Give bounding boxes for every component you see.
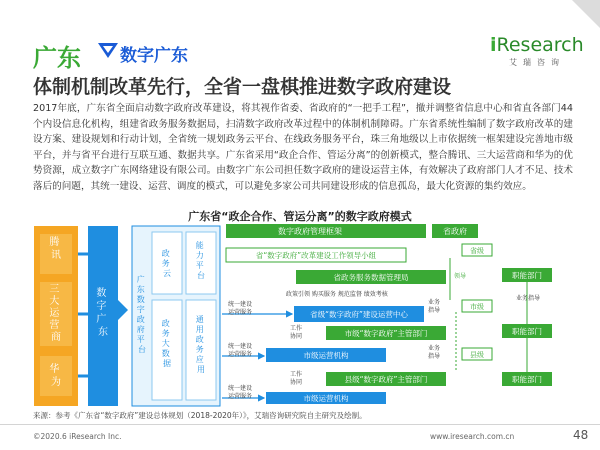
partner-carriers-c1: 三 bbox=[49, 284, 60, 295]
work-2-l1: 工作 bbox=[290, 371, 303, 378]
partner-carriers-c4: 营 bbox=[49, 320, 60, 331]
lead-label: 领导 bbox=[454, 273, 467, 280]
county-dept-label: 县级“数字政府”主管部门 bbox=[344, 375, 428, 384]
province-gov-label: 省政府 bbox=[443, 227, 467, 236]
unified-2-l1: 统一建设 bbox=[228, 343, 253, 350]
bigdata-c1: 政 bbox=[161, 319, 170, 328]
apps-c6: 用 bbox=[197, 365, 205, 374]
policy-row: 政策引领 购买服务 规范监督 绩效考核 bbox=[286, 291, 388, 298]
work-1-l2: 协同 bbox=[290, 333, 303, 340]
func-dept-3-label: 职能部门 bbox=[512, 375, 542, 384]
province-level-label: 省级 bbox=[470, 247, 484, 255]
company-c4: 东 bbox=[98, 327, 108, 338]
apps-c3: 政 bbox=[195, 335, 204, 344]
iresearch-logo: iResearch bbox=[490, 34, 584, 56]
partner-huawei-c2: 为 bbox=[51, 377, 61, 388]
unified-1-l2: 运营服务 bbox=[228, 309, 253, 316]
platform-c1: 广 bbox=[136, 275, 145, 284]
company-c3: 广 bbox=[96, 314, 107, 325]
unified-2-label bbox=[228, 342, 254, 358]
biz-guide-3-label: 业务指导 bbox=[516, 295, 541, 302]
unified-3-l2: 运营服务 bbox=[228, 393, 253, 400]
func-dept-2-label: 职能部门 bbox=[512, 327, 542, 336]
partner-carriers-c2: 大 bbox=[49, 296, 60, 307]
page-title: 体制机制改革先行，全省一盘棋推进数字政府建设 bbox=[33, 76, 452, 98]
capability-c3: 平 bbox=[195, 261, 204, 270]
unified-2-l2: 运营服务 bbox=[228, 351, 253, 358]
work-1-l1: 工作 bbox=[290, 325, 303, 332]
biz-guide-2-label bbox=[428, 344, 442, 360]
iresearch-subtitle: 艾瑞咨询 bbox=[509, 58, 565, 67]
cloud-c2: 务 bbox=[161, 259, 170, 268]
capability-c1: 能 bbox=[195, 241, 204, 250]
biz-guide-2-l2: 指导 bbox=[428, 353, 441, 360]
diagram-title: 广东省“政企合作、管运分离”的数字政府模式 bbox=[188, 210, 412, 223]
unified-3-l1: 统一建设 bbox=[228, 385, 253, 392]
data-bureau-label: 省政务服务数据管理局 bbox=[333, 273, 409, 282]
page-number: 48 bbox=[573, 428, 589, 442]
city-ops-1-label: 市级运营机构 bbox=[303, 351, 349, 360]
bigdata-c4: 数 bbox=[161, 349, 170, 358]
apps-c2: 用 bbox=[195, 325, 204, 334]
platform-c6: 府 bbox=[136, 325, 145, 334]
work-1-label bbox=[290, 324, 304, 340]
platform-c2: 东 bbox=[136, 285, 145, 294]
footer-url: www.iresearch.com.cn bbox=[430, 432, 515, 441]
unified-1-l1: 统一建设 bbox=[228, 301, 253, 308]
platform-c4: 字 bbox=[136, 305, 145, 314]
apps-c5: 应 bbox=[195, 355, 204, 364]
brand-title: 广东 bbox=[33, 44, 81, 72]
capability-c4: 台 bbox=[197, 271, 205, 280]
company-arrow bbox=[118, 300, 128, 320]
biz-guide-1-l2: 指导 bbox=[428, 307, 441, 314]
work-2-label bbox=[290, 370, 304, 386]
platform-c5: 政 bbox=[136, 315, 145, 324]
partner-huawei-c1: 华 bbox=[49, 364, 60, 375]
city-level-label: 市级 bbox=[470, 303, 484, 311]
func-dept-1-label: 职能部门 bbox=[512, 271, 542, 280]
digital-guangdong-logo-text: 数字广东 bbox=[120, 46, 188, 66]
bigdata-c5: 据 bbox=[163, 359, 171, 368]
unified-1-label bbox=[228, 300, 254, 316]
partner-carriers bbox=[49, 283, 62, 343]
platform-c7: 平 bbox=[136, 335, 145, 344]
biz-guide-1-label bbox=[428, 298, 442, 314]
county-level-label: 县级 bbox=[470, 351, 484, 359]
partner-huawei-box bbox=[40, 356, 72, 396]
company-c2: 字 bbox=[96, 301, 107, 312]
big-data-label bbox=[162, 318, 173, 368]
body-paragraph: 2017年底，广东省全面启动数字政府改革建设，将其视作省委、省政府的“一把手工程”，撤并调整省信息中心和省直各部门44个内设信息化机构，组建省政务服务数据局，扫清数字政府改革过程中的体制机制障碍。广东省系统性编制了数字政府改革的建设方案、建设规划和行动计划，全省统一规划政务云平台、在线政务服务平台，珠三角地级以上市依据统一框架建设完善地市级平台，并与省平台进行互联互通、数据共享。广东省采用“政企合作、管运分离”的创新模式，整合腾讯、三大运营商和华为的优势资源，成立数字广东网络建设有限公司。由数字广东公司担任数字政府的建设运营主体，有效解决了政府部门人才不足、技术落后的问题，其统一建设、运营、调度的模式，可以避免多家公司共同建设形成的信息孤岛，最大化资源的集约效应。 bbox=[33, 103, 573, 192]
city-ops-2-label: 市级运营机构 bbox=[303, 394, 349, 403]
partner-carriers-c3: 运 bbox=[49, 308, 60, 319]
capability-c2: 力 bbox=[195, 251, 204, 260]
partner-carriers-c5: 商 bbox=[51, 332, 61, 343]
cloud-c1: 政 bbox=[161, 249, 170, 258]
partner-tencent-c1: 腾 bbox=[49, 237, 60, 248]
work-2-l2: 协同 bbox=[290, 379, 303, 386]
platform-c8: 台 bbox=[138, 345, 146, 354]
platform-c3: 数 bbox=[136, 295, 145, 304]
company-c1: 数 bbox=[96, 288, 107, 299]
unified-3-label bbox=[228, 384, 254, 400]
cloud-c3: 云 bbox=[163, 269, 171, 278]
prov-ops-label: 省级“数字政府”建设运营中心 bbox=[310, 310, 408, 319]
framework-label: 数字政府管理框架 bbox=[278, 227, 342, 236]
apps-c4: 务 bbox=[195, 345, 204, 354]
partner-tencent-c2: 讯 bbox=[51, 250, 61, 261]
cloud-label bbox=[162, 248, 173, 278]
source-note: 来源：参考《广东省“数字政府”建设总体规划（2018-2020年）》，艾瑞咨询研究院自主研究及绘制。 bbox=[33, 411, 367, 420]
biz-guide-1-l1: 业务 bbox=[428, 299, 441, 306]
apps-c1: 通 bbox=[195, 315, 204, 324]
footer-copyright: ©2020.6 iResearch Inc. bbox=[33, 432, 122, 441]
bigdata-c3: 大 bbox=[161, 339, 170, 348]
city-dept-label: 市级“数字政府”主管部门 bbox=[344, 329, 428, 338]
leader-group-label: 省“数字政府”改革建设工作领导小组 bbox=[255, 251, 377, 260]
footer-divider bbox=[0, 424, 600, 425]
biz-guide-2-l1: 业务 bbox=[428, 345, 441, 352]
bigdata-c2: 务 bbox=[161, 329, 170, 338]
